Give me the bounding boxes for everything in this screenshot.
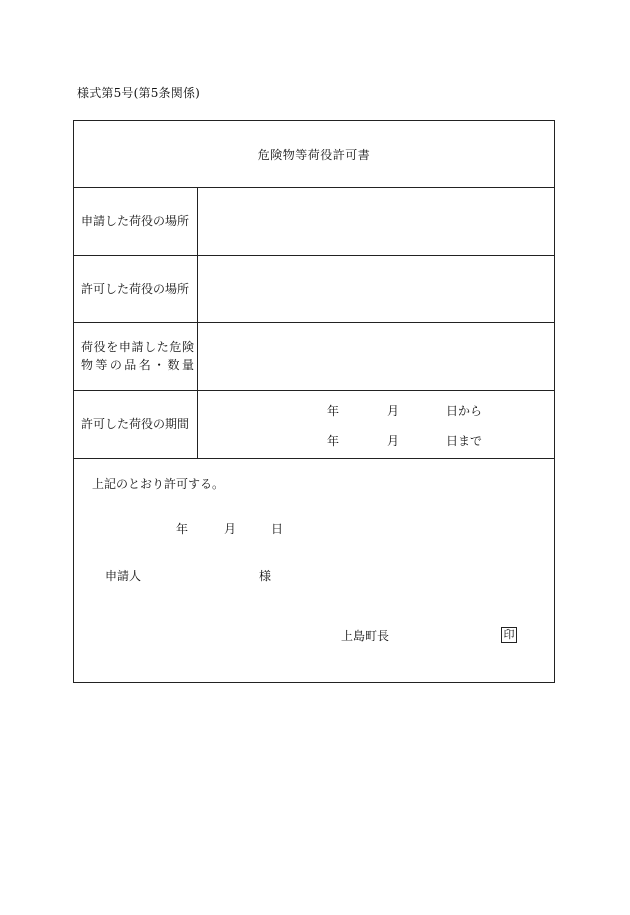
period-from-month: 月 (387, 404, 400, 418)
issue-year: 年 (176, 522, 189, 536)
period-from-day: 日から (446, 404, 483, 418)
seal-mark: 印 (501, 627, 517, 643)
issue-month: 月 (224, 522, 237, 536)
applicant-label: 申請人 (105, 569, 142, 583)
issuer-name: 上島町長 (341, 629, 390, 643)
value-goods-quantity[interactable] (198, 323, 554, 389)
row-divider (74, 458, 554, 459)
permit-form-table (73, 120, 555, 683)
issue-day: 日 (271, 522, 284, 536)
form-number: 様式第5号(第5条関係) (77, 86, 201, 100)
label-permitted-location: 許可した荷役の場所 (81, 282, 190, 296)
label-goods-line2: 物等の品名・数量 (81, 358, 194, 372)
form-title: 危険物等荷役許可書 (257, 148, 371, 162)
period-to-day: 日まで (446, 434, 483, 448)
honorific: 様 (259, 569, 272, 583)
permit-statement: 上記のとおり許可する。 (92, 477, 225, 491)
period-from-year: 年 (327, 404, 340, 418)
label-permitted-period: 許可した荷役の期間 (81, 417, 190, 431)
value-permitted-location[interactable] (198, 256, 554, 321)
value-applied-location[interactable] (198, 188, 554, 254)
row-divider (74, 390, 554, 391)
period-to-year: 年 (327, 434, 340, 448)
label-goods-line1: 荷役を申請した危険 (81, 340, 194, 354)
period-to-month: 月 (387, 434, 400, 448)
label-applied-location: 申請した荷役の場所 (81, 214, 190, 228)
